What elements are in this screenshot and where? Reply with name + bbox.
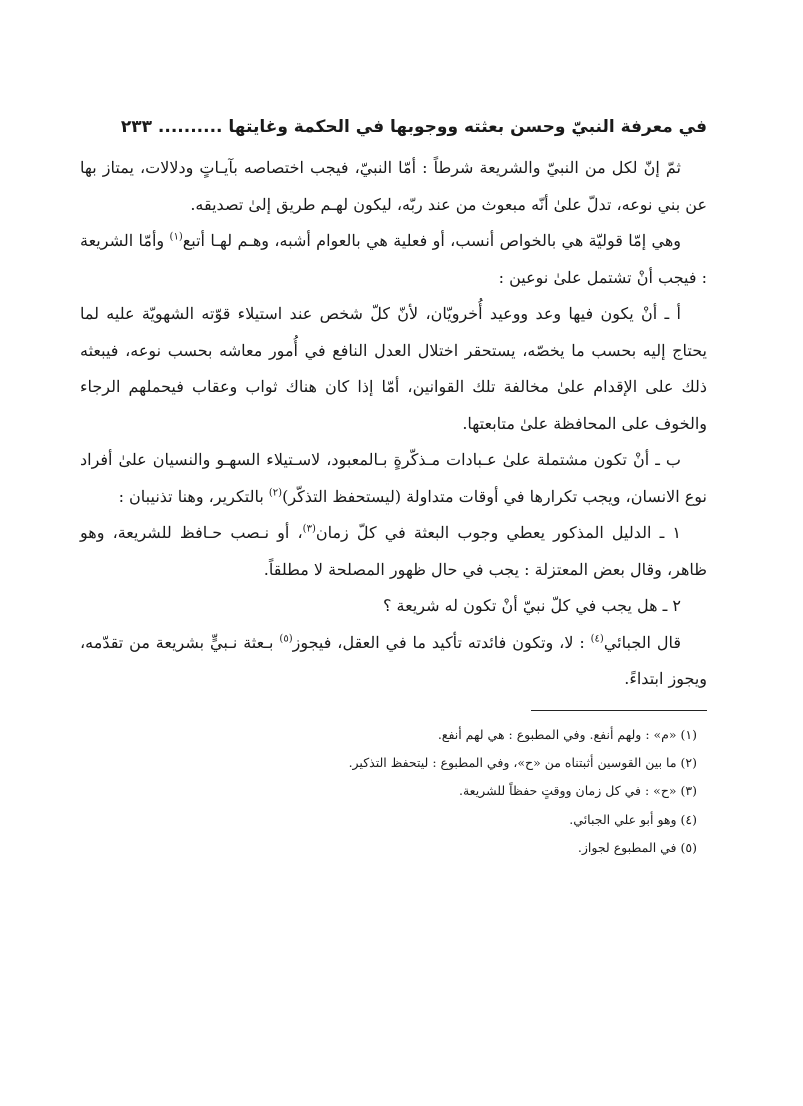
paragraph-text: : لا، وتكون فائدته تأكيد ما في العقل، فيجوز bbox=[292, 632, 591, 652]
footnote-ref-5: (٥) bbox=[279, 633, 293, 645]
footnote-separator bbox=[531, 710, 707, 711]
main-text bbox=[80, 150, 707, 698]
paragraph-text: قال الجبائي bbox=[603, 632, 682, 652]
footnote-3: (٣) «ح» : في كل زمان ووقتٍ حفظاً للشريعة. bbox=[459, 783, 697, 799]
footnote-ref-3: (٣) bbox=[302, 523, 316, 535]
footnote-separator-wrap bbox=[80, 698, 707, 721]
footnote-ref-1: (١) bbox=[169, 231, 183, 243]
running-header: في معرفة النبيّ وحسن بعثته ووجوبها في الحكمة وغايتها .......... ٢٣٣ bbox=[120, 117, 707, 137]
book-page bbox=[80, 112, 707, 863]
footnote-4: (٤) وهو أبو علي الجبائي. bbox=[569, 811, 697, 827]
footnotes bbox=[80, 721, 707, 863]
paragraph-point-a: أ ـ أنْ يكون فيها وعد ووعيد أُخرويّان، لأنّ كلّ شخص عند استيلاء قوّته الشهويّة عليه لما يحتاج إليه بحسب ما يخصّه، يستحقر اختلال العدل النافع في أُمور معاشه بحسب نوعه، فيبعثه ذلك على الإقدام علىٰ مخالفة تلك القوانين، أمّا إذا كان هناك ثواب وعقاب فيحملهم الرجاء والخوف على المحافظة علىٰ متابعتها. bbox=[80, 304, 707, 433]
paragraph-text: بالتكرير، وهنا تذنيبان : bbox=[118, 486, 269, 506]
paragraph-prophet-conditions: ثمّ إنّ لكل من النبيّ والشريعة شرطاً : أمّا النبيّ، فيجب اختصاصه بآيـاتٍ ودلالات، يمتاز بها عن بني نوعه، تدلّ علىٰ أنّه مبعوث من عند ربّه، ليكون لهـم طريق إلىٰ تصديقه. bbox=[80, 158, 707, 214]
paragraph-text: بـعثة نـبيٍّ بشريعة من تقدّمه، ويجوز ابتداءً. bbox=[80, 632, 707, 688]
paragraph-text: ب ـ أنْ تكون مشتملة علىٰ عـبادات مـذكّرةٍ بـالمعبود، لاسـتيلاء السهـو والنسيان علىٰ أفراد نوع الانسان، ويجب تكرارها في أوقات متداولة (ليستحفظ التذكّر) bbox=[80, 450, 707, 506]
footnote-ref-2: (٢) bbox=[268, 487, 283, 499]
paragraph-text: ، أو نـصب حـافظ للشريعة، وهو ظاهر، وقال بعض المعتزلة : يجب في حال ظهور المصلحة لا مطلقاً. bbox=[80, 523, 707, 579]
paragraph-signs-types bbox=[80, 223, 707, 296]
paragraph-point-b bbox=[80, 442, 707, 515]
paragraph-text: وهي إمّا قوليّة هي بالخواص أنسب، أو فعلية هي بالعوام أشبه، وهـم لهـا أتبع bbox=[182, 231, 682, 250]
paragraph-appendix-2: ٢ ـ هل يجب في كلّ نبيّ أنْ تكون له شريعة ؟ bbox=[382, 596, 681, 615]
footnote-1: (١) «م» : ولهم أنفع. وفي المطبوع : هي لهم أنفع. bbox=[437, 726, 697, 742]
footnote-2: (٢) ما بين القوسين أثبتناه من «ح»، وفي المطبوع : ليتحفظ التذكير. bbox=[348, 754, 697, 770]
paragraph-appendix-1 bbox=[80, 515, 707, 588]
footnote-5: (٥) في المطبوع لجواز. bbox=[577, 840, 697, 856]
footnote-ref-4: (٤) bbox=[590, 633, 604, 645]
paragraph-jubbai bbox=[80, 625, 707, 698]
paragraph-text: ١ ـ الدليل المذكور يعطي وجوب البعثة في كلّ زمان bbox=[315, 523, 681, 542]
paragraph-text: وأمّا الشريعة : فيجب أنْ تشتمل علىٰ نوعين : bbox=[80, 231, 707, 287]
